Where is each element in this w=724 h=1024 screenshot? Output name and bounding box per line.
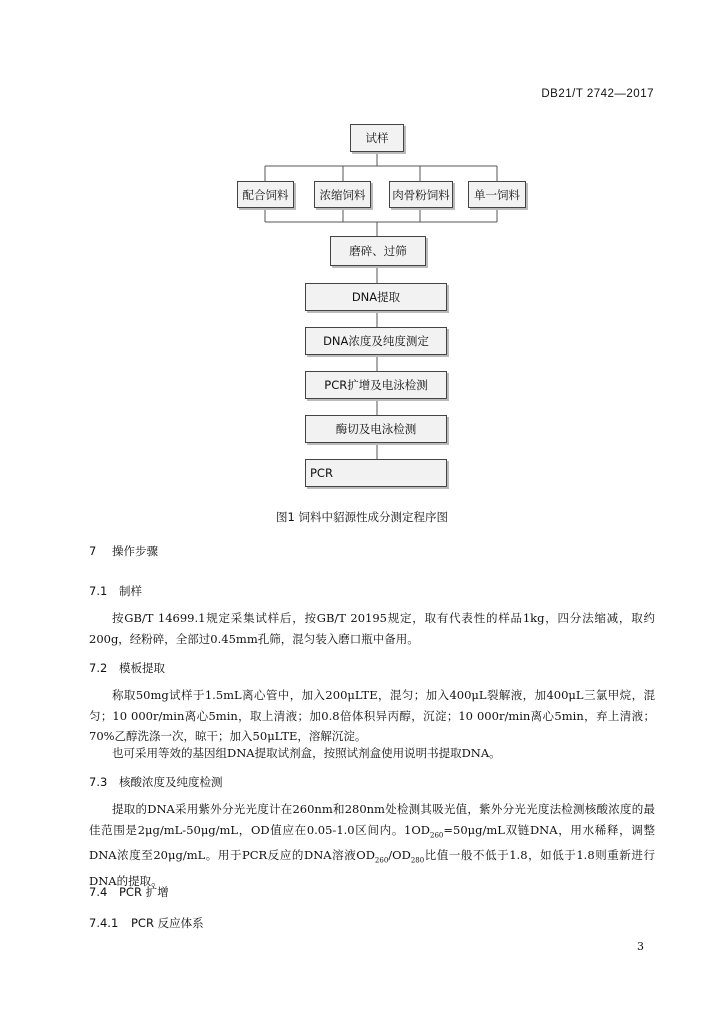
page-number: 3 xyxy=(637,940,644,953)
section-title: 模板提取 xyxy=(119,661,165,675)
section-number: 7 xyxy=(89,544,97,558)
section-7-1-heading xyxy=(89,583,142,599)
subscript: 260 xyxy=(430,830,444,839)
flow-box-pcr-final: PCR xyxy=(305,459,447,487)
section-7-3-heading xyxy=(89,774,223,790)
section-number: 7.4 xyxy=(89,885,108,899)
section-7-2-paragraph-2: 也可采用等效的基因组DNA提取试剂盒，按照试剂盒使用说明书提取DNA。 xyxy=(112,746,501,760)
document-code: DB21/T 2742—2017 xyxy=(541,88,654,100)
section-number: 7.1 xyxy=(89,584,108,598)
flow-box-branch-4: 单一饲料 xyxy=(468,181,526,208)
section-number: 7.2 xyxy=(89,661,108,675)
text-run: 提取的DNA采用紫外分光光度计在260nm和280nm处检测其吸光值，紫外分光光度法检测核酸浓度的最佳范围是2μg/mL-50μg/mL，OD值应在0.05-1.0区间内。1OD xyxy=(89,802,655,837)
section-title: 制样 xyxy=(119,584,142,598)
subscript: 280 xyxy=(410,856,425,865)
section-7-3-paragraph xyxy=(89,799,655,892)
flow-box-dna-extract: DNA提取 xyxy=(305,283,447,311)
section-number: 7.3 xyxy=(89,775,108,789)
flow-box-dna-measure: DNA浓度及纯度测定 xyxy=(305,327,447,355)
flow-box-branch-3: 肉骨粉饲料 xyxy=(389,181,453,208)
section-title: PCR 反应体系 xyxy=(131,916,204,930)
section-7-4-1-heading xyxy=(89,915,204,931)
section-title: 核酸浓度及纯度检测 xyxy=(119,775,223,789)
section-title: 操作步骤 xyxy=(112,544,158,558)
flow-box-digest: 酶切及电泳检测 xyxy=(305,415,447,443)
flow-box-pcr: PCR扩增及电泳检测 xyxy=(305,371,447,399)
subscript: 260 xyxy=(374,856,389,865)
section-title: PCR 扩增 xyxy=(119,885,169,899)
section-7-2-heading xyxy=(89,660,165,676)
section-7-2-paragraph-1: 称取50mg试样于1.5mL离心管中，加入200μLTE，混匀；加入400μL裂解液，加400μL三氯甲烷，混匀；10 000r/min离心5min，取上清液；加0.8倍体积异丙醇，沉淀；10 000r/min离心5min，弃上清液；70%乙醇洗涤一次，晾干；加入50μLTE，溶解沉淀。 xyxy=(89,688,655,743)
flow-box-grind: 磨碎、过筛 xyxy=(330,236,426,266)
flow-box-branch-1: 配合饲料 xyxy=(237,181,294,208)
section-number: 7.4.1 xyxy=(89,916,119,930)
flow-box-sample: 试样 xyxy=(350,124,404,152)
figure-caption: 图1 饲料中貂源性成分测定程序图 xyxy=(276,510,448,524)
section-7-heading xyxy=(89,543,158,559)
text-run: 比值一般不低于1.8，如低于1.8则重新进行DNA的提取。 xyxy=(89,848,655,889)
flow-box-branch-2: 浓缩饲料 xyxy=(314,181,371,208)
section-7-4-heading xyxy=(89,884,169,900)
section-7-1-paragraph: 按GB/T 14699.1规定采集试样后，按GB/T 20195规定，取有代表性的样品1kg，四分法缩减，取约200g，经粉碎，全部过0.45mm孔筛，混匀装入磨口瓶中备用。 xyxy=(89,611,655,646)
text-run: /OD xyxy=(388,848,411,863)
text-run: =50μg/mL双链DNA，用水稀释，调整DNA浓度至20μg/mL。用于PCR反应的DNA溶液OD xyxy=(89,822,656,863)
